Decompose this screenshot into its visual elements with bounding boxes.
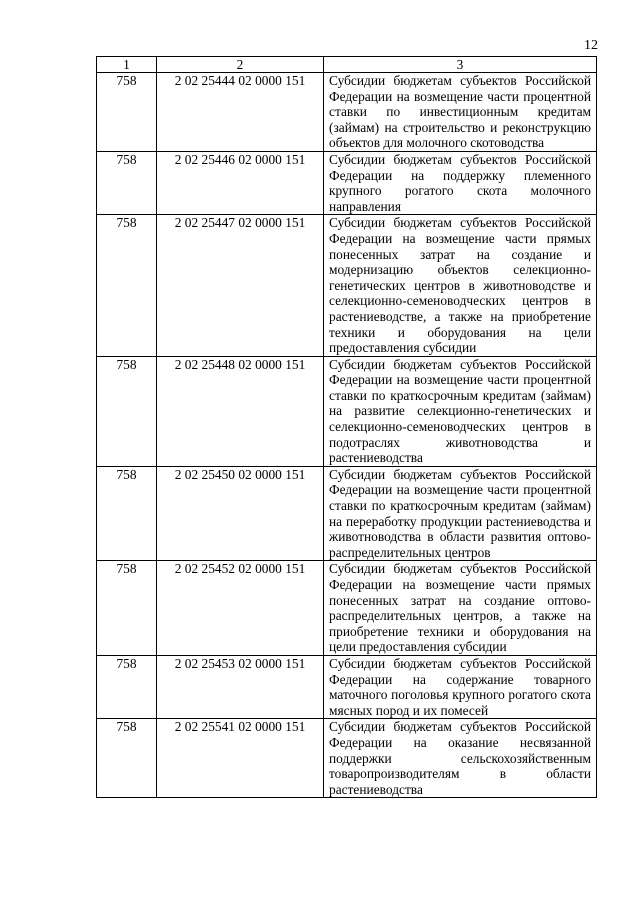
admin-code-cell: 758 (97, 719, 157, 798)
admin-code-cell: 758 (97, 215, 157, 356)
revenue-name-cell: Субсидии бюджетам субъектов Российской Федерации на возмещение части процентной ставки по краткосрочным кредитам (займам) на развитие селекционно-генетических и селекционно-семеноводческих центров в подотраслях животноводства и растениеводства (324, 356, 597, 466)
revenue-name-cell: Субсидии бюджетам субъектов Российской Федерации на возмещение части процентной ставки по инвестиционным кредитам (займам) на строительство и реконструкцию объектов для молочного скотоводства (324, 73, 597, 152)
column-number-1: 1 (97, 57, 157, 73)
table-row (97, 655, 597, 718)
budget-code-cell: 2 02 25453 02 0000 151 (157, 655, 324, 718)
budget-code-cell: 2 02 25450 02 0000 151 (157, 466, 324, 561)
admin-code-cell: 758 (97, 561, 157, 656)
revenue-name-cell: Субсидии бюджетам субъектов Российской Федерации на возмещение части процентной ставки по краткосрочным кредитам (займам) на переработку продукции растениеводства и животноводства в области развития оптово-распределительных центров (324, 466, 597, 561)
column-number-3: 3 (324, 57, 597, 73)
budget-code-cell: 2 02 25541 02 0000 151 (157, 719, 324, 798)
table-row (97, 466, 597, 561)
revenue-name-cell: Субсидии бюджетам субъектов Российской Федерации на поддержку племенного крупного рогатого скота молочного направления (324, 151, 597, 214)
table-header-row (97, 57, 597, 73)
admin-code-cell: 758 (97, 466, 157, 561)
column-number-2: 2 (157, 57, 324, 73)
admin-code-cell: 758 (97, 356, 157, 466)
admin-code-cell: 758 (97, 73, 157, 152)
page-number: 12 (584, 38, 598, 53)
admin-code-cell: 758 (97, 151, 157, 214)
budget-classification-table (96, 56, 597, 798)
budget-code-cell: 2 02 25452 02 0000 151 (157, 561, 324, 656)
revenue-name-cell: Субсидии бюджетам субъектов Российской Федерации на оказание несвязанной поддержки сельскохозяйственным товаропроизводителям в области растениеводства (324, 719, 597, 798)
admin-code-cell: 758 (97, 655, 157, 718)
table-row (97, 561, 597, 656)
budget-code-cell: 2 02 25447 02 0000 151 (157, 215, 324, 356)
revenue-name-cell: Субсидии бюджетам субъектов Российской Федерации на возмещение части прямых понесенных затрат на создание оптово-распределительных центров, а также на приобретение техники и оборудования на цели предоставления субсидии (324, 561, 597, 656)
table-row (97, 356, 597, 466)
table-row (97, 719, 597, 798)
table-row (97, 151, 597, 214)
budget-code-cell: 2 02 25448 02 0000 151 (157, 356, 324, 466)
revenue-name-cell: Субсидии бюджетам субъектов Российской Федерации на содержание товарного маточного поголовья крупного рогатого скота мясных пород и их помесей (324, 655, 597, 718)
table-row (97, 73, 597, 152)
table-row (97, 215, 597, 356)
budget-code-cell: 2 02 25444 02 0000 151 (157, 73, 324, 152)
budget-code-cell: 2 02 25446 02 0000 151 (157, 151, 324, 214)
revenue-name-cell: Субсидии бюджетам субъектов Российской Федерации на возмещение части прямых понесенных затрат на создание и модернизацию объектов селекционно-генетических центров в животноводстве и селекционно-семеноводческих центров в растениеводстве, а также на приобретение техники и оборудования на цели предоставления субсидии (324, 215, 597, 356)
